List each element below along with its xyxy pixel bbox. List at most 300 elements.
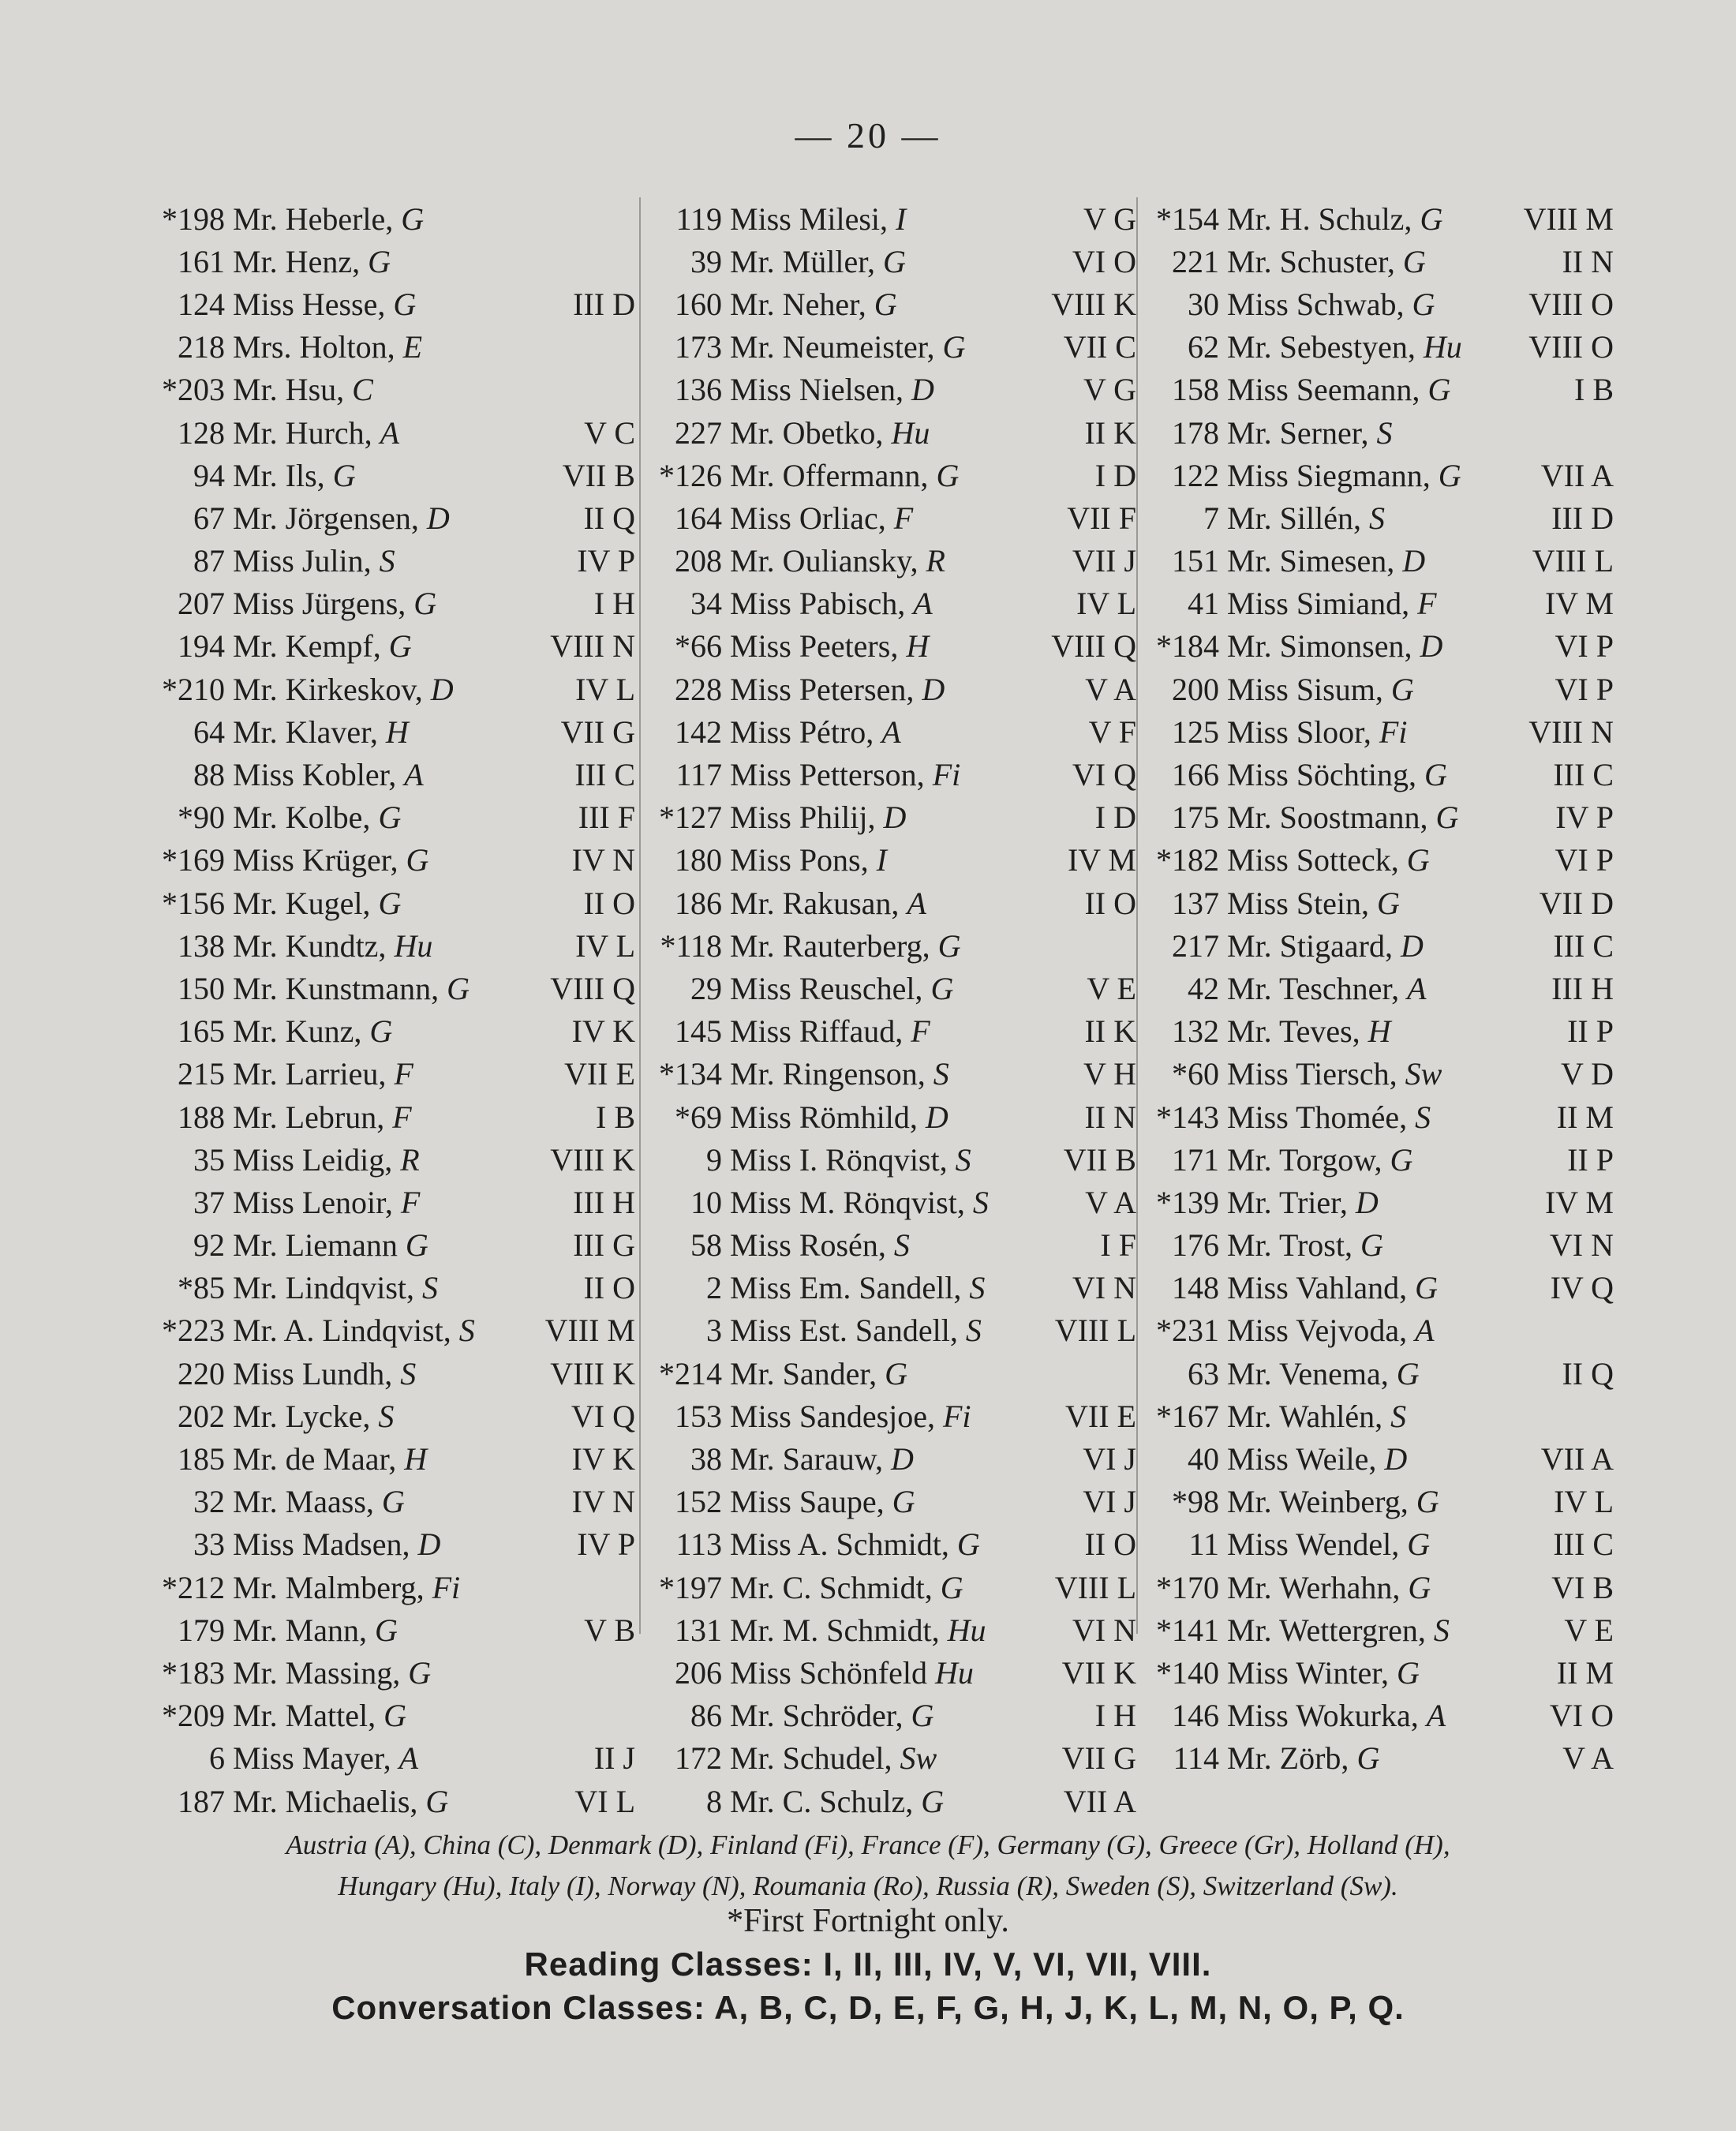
- participant-row: [146, 668, 635, 710]
- participant-nationality: G: [378, 800, 402, 836]
- participant-number: 202: [178, 1398, 225, 1434]
- participant-nationality: G: [1412, 286, 1435, 322]
- participant-number: 11: [1188, 1526, 1219, 1563]
- participant-number: *231: [1156, 1313, 1219, 1349]
- participant-row: [643, 1780, 1136, 1822]
- participant-class: VI N: [1072, 1270, 1136, 1306]
- participant-row: [643, 1395, 1136, 1437]
- participant-class: VII B: [562, 457, 635, 493]
- participant-nationality: G: [1390, 1141, 1413, 1178]
- participant-row: [146, 967, 635, 1009]
- participant-class: II M: [1556, 1099, 1614, 1135]
- participant-name: Miss Peeters,: [730, 628, 899, 665]
- participant-number: *198: [162, 200, 225, 237]
- participant-class: II K: [1084, 1013, 1136, 1050]
- participant-nationality: S: [422, 1270, 439, 1306]
- participant-number: 206: [675, 1654, 722, 1691]
- participant-nationality: A: [881, 713, 901, 750]
- participant-row: [1140, 1267, 1614, 1309]
- participant-name: Miss Madsen,: [233, 1526, 410, 1563]
- participant-class: IV L: [575, 927, 635, 964]
- participant-nationality: Hu: [935, 1654, 974, 1691]
- participant-row: [643, 1309, 1136, 1352]
- participant-number: 221: [1172, 243, 1219, 279]
- participant-number: 178: [1172, 414, 1219, 451]
- participant-number: 32: [193, 1484, 225, 1520]
- participant-class: VI J: [1083, 1484, 1136, 1520]
- participant-nationality: S: [458, 1313, 475, 1349]
- participant-number: 38: [690, 1441, 722, 1477]
- participant-name: Miss I. Rönqvist,: [730, 1141, 948, 1178]
- participant-class: I B: [1574, 372, 1614, 408]
- conversation-classes: Conversation Classes: A, B, C, D, E, F, G, H, J, K, L, M, N, O, P, Q.: [331, 1989, 1405, 2026]
- participant-class: IV P: [577, 1526, 635, 1563]
- participant-class: II O: [583, 1270, 635, 1306]
- participant-nationality: H: [404, 1441, 428, 1477]
- participant-number: 171: [1172, 1141, 1219, 1178]
- participant-row: [643, 1437, 1136, 1480]
- participant-name: Mr. Massing,: [233, 1654, 401, 1691]
- participant-number: 42: [1188, 970, 1219, 1006]
- participant-name: Miss Siegmann,: [1227, 457, 1431, 493]
- participant-class: II N: [1562, 243, 1614, 279]
- participant-name: Miss A. Schmidt,: [730, 1526, 949, 1563]
- participant-class: VIII O: [1528, 329, 1614, 365]
- participant-row: [643, 1053, 1136, 1095]
- participant-class: VIII Q: [1051, 628, 1136, 665]
- participant-nationality: Hu: [947, 1612, 986, 1648]
- participant-number: 86: [690, 1698, 722, 1734]
- participant-nationality: D: [911, 372, 934, 408]
- participant-row: [146, 924, 635, 967]
- participant-nationality: G: [1377, 885, 1400, 921]
- participant-name: Mr. Rauterberg,: [730, 927, 930, 964]
- participant-class: V A: [1085, 1184, 1136, 1220]
- participant-row: [643, 1566, 1136, 1609]
- participant-class: II P: [1567, 1141, 1614, 1178]
- participant-number: 88: [193, 757, 225, 793]
- participant-name: Mr. Weinberg,: [1227, 1484, 1409, 1520]
- participant-class: VI N: [1072, 1612, 1136, 1648]
- participant-name: Mr. Torgow,: [1227, 1141, 1382, 1178]
- participant-row: [1140, 1523, 1614, 1566]
- participant-name: Mr. Trier,: [1227, 1184, 1348, 1220]
- participant-nationality: Sw: [900, 1740, 937, 1777]
- participant-name: Mr. Kirkeskov,: [233, 671, 423, 707]
- participant-class: III C: [574, 757, 635, 793]
- participant-number: 160: [675, 286, 722, 322]
- participant-row: [146, 369, 635, 411]
- participant-nationality: Hu: [394, 927, 433, 964]
- participant-class: VI P: [1555, 842, 1614, 878]
- participant-number: *182: [1156, 842, 1219, 878]
- participant-number: 142: [675, 713, 722, 750]
- participant-name: Miss Sisum,: [1227, 671, 1383, 707]
- footnote: *First Fortnight only.: [727, 1903, 1009, 1939]
- participant-nationality: Fi: [432, 1569, 461, 1605]
- participant-nationality: G: [1424, 757, 1447, 793]
- participant-name: Miss Reuschel,: [730, 970, 923, 1006]
- participant-number: *214: [659, 1355, 722, 1391]
- participant-row: [643, 1181, 1136, 1223]
- participant-row: [643, 924, 1136, 967]
- participant-class: VII E: [1065, 1398, 1136, 1434]
- participant-number: 166: [1172, 757, 1219, 793]
- participant-number: 29: [690, 970, 722, 1006]
- participant-number: 179: [178, 1612, 225, 1648]
- participant-number: 3: [706, 1313, 722, 1349]
- participant-row: [146, 1053, 635, 1095]
- participant-nationality: F: [392, 1099, 412, 1135]
- participant-class: II J: [593, 1740, 635, 1777]
- participant-row: [1140, 1395, 1614, 1437]
- participant-name: Miss Nielsen,: [730, 372, 904, 408]
- participant-row: [643, 1010, 1136, 1053]
- participant-row: [1140, 668, 1614, 710]
- participant-name: Mr. Sebestyen,: [1227, 329, 1416, 365]
- column-divider: [639, 197, 641, 1634]
- participant-number: 186: [675, 885, 722, 921]
- participant-row: [1140, 540, 1614, 582]
- participant-number: 146: [1172, 1698, 1219, 1734]
- participant-name: Mr. M. Schmidt,: [730, 1612, 940, 1648]
- participant-class: IV L: [1076, 586, 1136, 622]
- participant-nationality: S: [400, 1355, 417, 1391]
- participant-name: Miss Mayer,: [233, 1740, 391, 1777]
- participant-name: Mr. Kempf,: [233, 628, 381, 665]
- participant-class: VI J: [1083, 1441, 1136, 1477]
- participant-name: Mr. Liemann: [233, 1227, 398, 1264]
- participant-nationality: G: [1420, 200, 1443, 237]
- country-legend-line-1: Austria (A), China (C), Denmark (D), Finland (Fi), France (F), Germany (G), Greece (Gr), Holland (H),: [286, 1830, 1450, 1860]
- participant-number: *183: [162, 1654, 225, 1691]
- participant-class: IV N: [571, 1484, 635, 1520]
- participant-number: *127: [659, 800, 722, 836]
- participant-row: [146, 625, 635, 668]
- participant-class: V E: [1564, 1612, 1614, 1648]
- participant-number: 37: [193, 1184, 225, 1220]
- participant-name: Miss Sandesjoe,: [730, 1398, 935, 1434]
- participant-name: Mr. Jörgensen,: [233, 500, 419, 536]
- participant-nationality: S: [893, 1227, 910, 1264]
- participant-number: *140: [1156, 1654, 1219, 1691]
- participant-nationality: D: [1402, 543, 1426, 579]
- participant-row: [146, 1309, 635, 1352]
- participant-number: 2: [706, 1270, 722, 1306]
- participant-row: [146, 1395, 635, 1437]
- participant-name: Mr. Simonsen,: [1227, 628, 1412, 665]
- page-number: — 20 —: [795, 115, 941, 155]
- participant-number: 194: [178, 628, 225, 665]
- participant-row: [146, 882, 635, 924]
- participant-class: I F: [1100, 1227, 1136, 1264]
- participant-nationality: G: [1416, 1484, 1439, 1520]
- participant-name: Mrs. Holton,: [233, 329, 395, 365]
- participant-column-1: [146, 197, 635, 1822]
- participant-class: V F: [1088, 713, 1136, 750]
- participant-nationality: G: [930, 970, 954, 1006]
- participant-nationality: S: [379, 543, 395, 579]
- participant-nationality: G: [1356, 1740, 1380, 1777]
- participant-row: [146, 582, 635, 625]
- participant-number: 128: [178, 414, 225, 451]
- participant-class: VI Q: [571, 1398, 635, 1434]
- participant-nationality: A: [380, 414, 400, 451]
- participant-name: Mr. Werhahn,: [1227, 1569, 1401, 1605]
- participant-class: I D: [1094, 800, 1136, 836]
- participant-nationality: G: [1408, 1569, 1431, 1605]
- participant-nationality: A: [398, 1740, 419, 1777]
- participant-number: 58: [690, 1227, 722, 1264]
- participant-number: *143: [1156, 1099, 1219, 1135]
- participant-nationality: G: [447, 970, 470, 1006]
- participant-name: Mr. Malmberg,: [233, 1569, 425, 1605]
- participant-name: Mr. Soostmann,: [1227, 800, 1428, 836]
- participant-name: Mr. Lycke,: [233, 1398, 371, 1434]
- participant-class: II O: [1084, 1526, 1136, 1563]
- participant-class: IV Q: [1550, 1270, 1614, 1306]
- participant-nationality: I: [896, 200, 907, 237]
- participant-name: Miss M. Rönqvist,: [730, 1184, 965, 1220]
- participant-number: 148: [1172, 1270, 1219, 1306]
- participant-row: [643, 796, 1136, 839]
- participant-nationality: S: [969, 1270, 986, 1306]
- participant-row: [146, 326, 635, 369]
- participant-row: [643, 839, 1136, 882]
- participant-number: 136: [675, 372, 722, 408]
- participant-number: *66: [675, 628, 722, 665]
- participant-row: [643, 1737, 1136, 1780]
- participant-name: Miss Riffaud,: [730, 1013, 904, 1050]
- participant-number: 207: [178, 586, 225, 622]
- participant-row: [1140, 1138, 1614, 1181]
- country-legend-line-2: Hungary (Hu), Italy (I), Norway (N), Roumania (Ro), Russia (R), Sweden (S), Switzerland (Sw).: [338, 1871, 1398, 1901]
- participant-row: [643, 369, 1136, 411]
- participant-number: 62: [1188, 329, 1219, 365]
- participant-row: [146, 1010, 635, 1053]
- participant-nationality: D: [426, 500, 450, 536]
- participant-nationality: G: [1415, 1270, 1439, 1306]
- participant-number: *184: [1156, 628, 1219, 665]
- participant-nationality: G: [1396, 1654, 1420, 1691]
- participant-class: IV L: [1554, 1484, 1614, 1520]
- participant-name: Mr. Sarauw,: [730, 1441, 884, 1477]
- participant-nationality: A: [907, 885, 926, 921]
- participant-name: Miss Milesi,: [730, 200, 889, 237]
- participant-row: [1140, 411, 1614, 454]
- participant-name: Miss Wendel,: [1227, 1526, 1400, 1563]
- participant-nationality: D: [1420, 628, 1443, 665]
- participant-nationality: D: [883, 800, 907, 836]
- participant-name: Miss Thomée,: [1227, 1099, 1408, 1135]
- participant-nationality: G: [1360, 1227, 1383, 1264]
- participant-nationality: G: [892, 1484, 915, 1520]
- participant-number: *209: [162, 1698, 225, 1734]
- participant-name: Mr. Trost,: [1227, 1227, 1353, 1264]
- participant-row: [643, 967, 1136, 1009]
- participant-row: [146, 240, 635, 283]
- participant-row: [643, 496, 1136, 539]
- participant-row: [146, 197, 635, 240]
- participant-row: [1140, 326, 1614, 369]
- participant-name: Miss Wokurka,: [1227, 1698, 1419, 1734]
- participant-class: II O: [583, 885, 635, 921]
- participant-row: [1140, 1737, 1614, 1780]
- participant-nationality: Fi: [943, 1398, 971, 1434]
- participant-nationality: A: [404, 757, 424, 793]
- participant-name: Mr. Mattel,: [233, 1698, 376, 1734]
- participant-class: IV P: [1555, 800, 1614, 836]
- participant-number: 215: [178, 1056, 225, 1092]
- participant-name: Miss Sotteck,: [1227, 842, 1399, 878]
- participant-name: Miss Pabisch,: [730, 586, 906, 622]
- participant-number: 138: [178, 927, 225, 964]
- participant-number: 9: [706, 1141, 722, 1178]
- participant-class: VII C: [1063, 329, 1136, 365]
- participant-number: *154: [1156, 200, 1219, 237]
- participant-nationality: G: [940, 1569, 963, 1605]
- participant-number: 150: [178, 970, 225, 1006]
- participant-nationality: G: [413, 586, 437, 622]
- participant-name: Mr. C. Schulz,: [730, 1783, 914, 1819]
- participant-number: 208: [675, 543, 722, 579]
- participant-class: IV M: [1544, 1184, 1614, 1220]
- participant-number: 188: [178, 1099, 225, 1135]
- participant-name: Miss Simiand,: [1227, 586, 1410, 622]
- participant-row: [643, 1138, 1136, 1181]
- participant-number: *212: [162, 1569, 225, 1605]
- participant-name: Mr. Ringenson,: [730, 1056, 926, 1092]
- participant-row: [1140, 197, 1614, 240]
- participant-nationality: G: [1407, 1526, 1431, 1563]
- participant-name: Mr. Müller,: [730, 243, 875, 279]
- participant-class: IV K: [571, 1441, 635, 1477]
- participant-row: [1140, 753, 1614, 796]
- participant-name: Mr. Ils,: [233, 457, 325, 493]
- participant-row: [643, 625, 1136, 668]
- participant-number: 40: [1188, 1441, 1219, 1477]
- participant-class: VI P: [1555, 671, 1614, 707]
- participant-name: Miss Tiersch,: [1227, 1056, 1397, 1092]
- participant-class: V A: [1085, 671, 1136, 707]
- participant-number: *170: [1156, 1569, 1219, 1605]
- participant-name: Miss Saupe,: [730, 1484, 885, 1520]
- participant-class: VII F: [1067, 500, 1136, 536]
- participant-class: VIII L: [1532, 543, 1614, 579]
- participant-row: [1140, 1224, 1614, 1267]
- participant-name: Miss Julin,: [233, 543, 372, 579]
- participant-row: [643, 1095, 1136, 1138]
- participant-class: III H: [1551, 970, 1614, 1006]
- participant-column-3: [1140, 197, 1614, 1780]
- participant-nationality: D: [925, 1099, 948, 1135]
- participant-nationality: G: [378, 885, 402, 921]
- participant-number: 200: [1172, 671, 1219, 707]
- participant-row: [1140, 1181, 1614, 1223]
- participant-class: III G: [573, 1227, 635, 1264]
- participant-class: V D: [1560, 1056, 1614, 1092]
- participant-nationality: D: [891, 1441, 914, 1477]
- participant-class: VIII L: [1054, 1569, 1136, 1605]
- participant-class: V G: [1083, 200, 1136, 237]
- participant-nationality: G: [874, 286, 897, 322]
- participant-nationality: G: [383, 1698, 406, 1734]
- participant-class: VIII K: [550, 1355, 635, 1391]
- participant-number: 8: [706, 1783, 722, 1819]
- participant-row: [643, 1352, 1136, 1395]
- participant-name: Mr. Schröder,: [730, 1698, 904, 1734]
- participant-nationality: A: [1407, 970, 1427, 1006]
- participant-class: VII E: [564, 1056, 635, 1092]
- participant-row: [146, 1267, 635, 1309]
- participant-class: VI Q: [1072, 757, 1136, 793]
- participant-nationality: D: [430, 671, 454, 707]
- participant-nationality: G: [332, 457, 356, 493]
- participant-row: [146, 1138, 635, 1181]
- participant-nationality: H: [906, 628, 930, 665]
- participant-name: Miss Römhild,: [730, 1099, 918, 1135]
- participant-nationality: Sw: [1405, 1056, 1442, 1092]
- participant-row: [1140, 1437, 1614, 1480]
- participant-row: [643, 1651, 1136, 1694]
- participant-name: Mr. Larrieu,: [233, 1056, 387, 1092]
- participant-name: Mr. Schudel,: [730, 1740, 892, 1777]
- participant-class: VI P: [1555, 628, 1614, 665]
- participant-row: [1140, 1352, 1614, 1395]
- participant-row: [1140, 369, 1614, 411]
- participant-name: Mr. Teves,: [1227, 1013, 1360, 1050]
- participant-class: IV P: [577, 543, 635, 579]
- participant-number: 158: [1172, 372, 1219, 408]
- participant-name: Mr. Teschner,: [1227, 970, 1400, 1006]
- participant-name: Miss Söchting,: [1227, 757, 1417, 793]
- participant-nationality: G: [1396, 1355, 1420, 1391]
- participant-name: Mr. Hsu,: [233, 372, 345, 408]
- participant-class: IV K: [571, 1013, 635, 1050]
- participant-row: [1140, 967, 1614, 1009]
- participant-nationality: A: [913, 586, 933, 622]
- participant-nationality: R: [926, 543, 945, 579]
- participant-class: III H: [573, 1184, 635, 1220]
- participant-class: II O: [1084, 885, 1136, 921]
- participant-nationality: G: [1438, 457, 1461, 493]
- participant-number: 30: [1188, 286, 1219, 322]
- participant-class: VII B: [1063, 1141, 1136, 1178]
- participant-number: 187: [178, 1783, 225, 1819]
- participant-nationality: G: [368, 243, 391, 279]
- participant-name: Miss Lenoir,: [233, 1184, 393, 1220]
- participant-row: [146, 1651, 635, 1694]
- participant-number: *156: [162, 885, 225, 921]
- participant-name: Miss Orliac,: [730, 500, 886, 536]
- participant-row: [643, 1481, 1136, 1523]
- participant-row: [146, 540, 635, 582]
- participant-row: [1140, 1010, 1614, 1053]
- participant-row: [1140, 1481, 1614, 1523]
- participant-nationality: Fi: [1379, 713, 1408, 750]
- participant-number: 175: [1172, 800, 1219, 836]
- participant-class: V B: [584, 1612, 635, 1648]
- participant-nationality: G: [401, 200, 425, 237]
- participant-class: VII A: [1540, 457, 1614, 493]
- participant-number: *118: [660, 927, 722, 964]
- participant-class: VIII N: [1528, 713, 1614, 750]
- participant-name: Mr. Mann,: [233, 1612, 367, 1648]
- participant-nationality: A: [1415, 1313, 1435, 1349]
- participant-name: Mr. Kunz,: [233, 1013, 362, 1050]
- participant-nationality: G: [882, 243, 906, 279]
- participant-number: 152: [675, 1484, 722, 1520]
